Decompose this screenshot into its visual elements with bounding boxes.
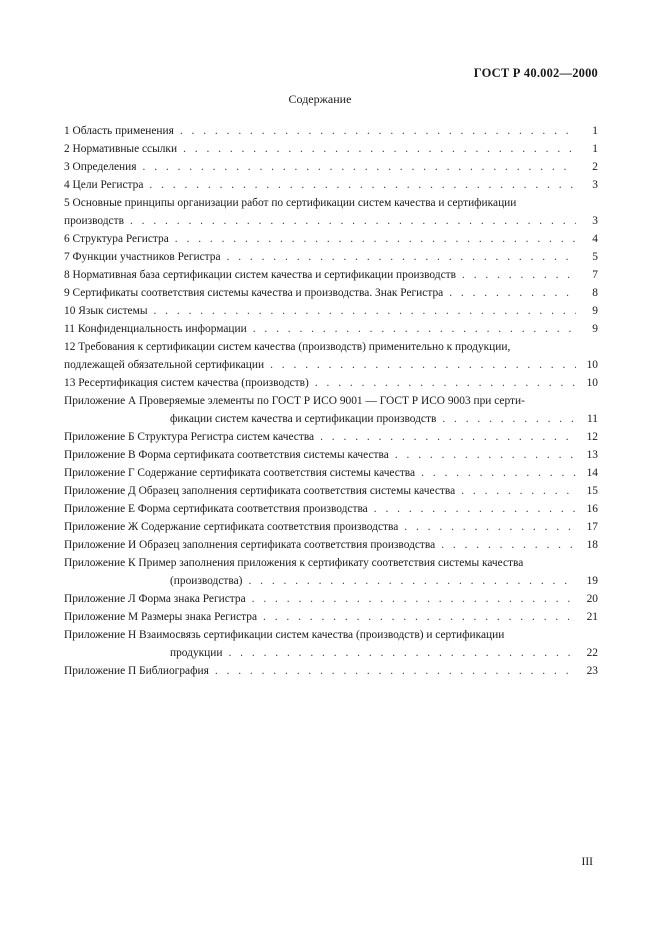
toc-entry-page: 10: [586, 359, 598, 371]
toc-entry[interactable]: [64, 554, 598, 590]
dot-leader: [449, 284, 576, 302]
toc-entry[interactable]: [64, 320, 598, 338]
toc-entry[interactable]: [64, 158, 598, 176]
toc-entry[interactable]: [64, 266, 598, 284]
toc-entry-page: 14: [586, 467, 598, 479]
toc-entry-page: 12: [586, 431, 598, 443]
toc-entry-label: 5 Основные принципы организации работ по сертификации систем качества и сертификации: [64, 197, 517, 209]
toc-entry-page: 19: [586, 575, 598, 587]
toc-entry-page: 21: [586, 611, 598, 623]
toc-entry-label: (производства): [170, 575, 243, 587]
dot-leader: [320, 428, 576, 446]
toc-entry-page: 11: [587, 413, 598, 425]
toc-entry[interactable]: [64, 284, 598, 302]
toc-entry-page: 1: [592, 125, 598, 137]
toc-entry-label: Приложение В Форма сертификата соответствия системы качества: [64, 449, 389, 461]
toc-entry-label: Приложение М Размеры знака Регистра: [64, 611, 257, 623]
toc-entry-page: 22: [586, 647, 598, 659]
toc-entry-label: 6 Структура Регистра: [64, 233, 169, 245]
toc-entry[interactable]: [64, 194, 598, 230]
toc-entry-page: 2: [592, 161, 598, 173]
dot-leader: [248, 572, 576, 590]
toc-entry-page: 17: [586, 521, 598, 533]
toc-entry-label: Приложение Ж Содержание сертификата соответствия производства: [64, 521, 399, 533]
toc-entry[interactable]: [64, 140, 598, 158]
toc-entry-page: 8: [592, 287, 598, 299]
toc-entry-page: 13: [586, 449, 598, 461]
dot-leader: [263, 608, 576, 626]
dot-leader: [183, 140, 576, 158]
toc-entry-page: 23: [586, 665, 598, 677]
toc-entry-page: 18: [586, 539, 598, 551]
dot-leader: [227, 248, 576, 266]
toc-entry[interactable]: [64, 392, 598, 428]
dot-leader: [215, 662, 576, 680]
dot-leader: [180, 122, 576, 140]
toc-entry-label: Приложение Г Содержание сертификата соответствия системы качества: [64, 467, 416, 479]
toc-entry-page: 1: [592, 143, 598, 155]
toc-entry[interactable]: [64, 590, 598, 608]
toc-entry[interactable]: [64, 446, 598, 464]
toc-entry-label: Приложение Л Форма знака Регистра: [64, 593, 246, 605]
toc-entry[interactable]: [64, 482, 598, 500]
dot-leader: [461, 482, 576, 500]
toc-entry[interactable]: [64, 176, 598, 194]
page-number: III: [581, 856, 593, 868]
toc-entry-page: 9: [592, 323, 598, 335]
dot-leader: [462, 266, 576, 284]
toc-entry[interactable]: [64, 518, 598, 536]
toc-entry[interactable]: [64, 374, 598, 392]
toc-entry-label: 11 Конфиденциальность информации: [64, 323, 247, 335]
dot-leader: [130, 212, 576, 230]
dot-leader: [252, 590, 576, 608]
toc-entry[interactable]: [64, 302, 598, 320]
toc-entry-label: Приложение П Библиография: [64, 665, 209, 677]
toc-entry[interactable]: [64, 500, 598, 518]
toc-entry-label: Приложение И Образец заполнения сертификата соответствия производства: [64, 539, 436, 551]
toc-entry-label: 4 Цели Регистра: [64, 179, 144, 191]
toc-entry-page: 20: [586, 593, 598, 605]
toc-entry[interactable]: [64, 464, 598, 482]
dot-leader: [143, 158, 577, 176]
toc-entry-label: 10 Язык системы: [64, 305, 148, 317]
toc-entry-page: 10: [586, 377, 598, 389]
toc-entry-label: продукции: [170, 647, 223, 659]
dot-leader: [228, 644, 576, 662]
toc-entry-page: 15: [586, 485, 598, 497]
dot-leader: [315, 374, 576, 392]
toc-entry-label: Приложение Д Образец заполнения сертификата соответствия системы качества: [64, 485, 456, 497]
toc-entry-label: подлежащей обязательной сертификации: [64, 359, 265, 371]
toc-entry-label: 3 Определения: [64, 161, 137, 173]
dot-leader: [253, 320, 576, 338]
toc-entry-page: 16: [586, 503, 598, 515]
dot-leader: [442, 410, 576, 428]
toc-entry-page: 5: [592, 251, 598, 263]
toc-entry[interactable]: [64, 536, 598, 554]
toc-entry-label: 13 Ресертификация систем качества (производств): [64, 377, 309, 389]
toc-entry-page: 9: [592, 305, 598, 317]
toc-entry-page: 4: [592, 233, 598, 245]
toc-entry[interactable]: [64, 626, 598, 662]
toc-entry[interactable]: [64, 248, 598, 266]
toc-entry-label: 9 Сертификаты соответствия системы качества и производства. Знак Регистра: [64, 287, 444, 299]
toc-entry-label: 8 Нормативная база сертификации систем качества и сертификации производств: [64, 269, 457, 281]
toc-entry[interactable]: [64, 662, 598, 680]
dot-leader: [270, 356, 576, 374]
dot-leader: [149, 176, 576, 194]
table-of-contents: [64, 122, 598, 680]
dot-leader: [395, 446, 576, 464]
toc-entry-label: Приложение А Проверяемые элементы по ГОСТ Р ИСО 9001 — ГОСТ Р ИСО 9003 при серти-: [64, 395, 525, 407]
toc-entry[interactable]: [64, 122, 598, 140]
toc-entry-label: Приложение Н Взаимосвязь сертификации систем качества (производств) и сертификации: [64, 629, 505, 641]
toc-entry-page: 3: [592, 215, 598, 227]
toc-entry[interactable]: [64, 428, 598, 446]
toc-entry-label: Приложение Б Структура Регистра систем качества: [64, 431, 315, 443]
toc-entry-label: Приложение К Пример заполнения приложения к сертификату соответствия системы качества: [64, 557, 524, 569]
standard-code: ГОСТ Р 40.002—2000: [473, 66, 598, 80]
dot-leader: [175, 230, 576, 248]
toc-entry[interactable]: [64, 230, 598, 248]
dot-leader: [374, 500, 576, 518]
toc-entry[interactable]: [64, 608, 598, 626]
toc-entry-label: 7 Функции участников Регистра: [64, 251, 221, 263]
toc-entry-label: фикации систем качества и сертификации производств: [170, 413, 437, 425]
toc-entry-page: 7: [592, 269, 598, 281]
toc-entry-label: производств: [64, 215, 124, 227]
toc-entry-label: Приложение Е Форма сертификата соответствия производства: [64, 503, 368, 515]
toc-entry[interactable]: [64, 338, 598, 374]
dot-leader: [441, 536, 576, 554]
toc-entry-page: 3: [592, 179, 598, 191]
toc-entry-label: 2 Нормативные ссылки: [64, 143, 178, 155]
toc-entry-label: 1 Область применения: [64, 125, 174, 137]
dot-leader: [404, 518, 576, 536]
dot-leader: [421, 464, 576, 482]
dot-leader: [153, 302, 576, 320]
toc-title: Содержание: [288, 92, 352, 106]
toc-entry-label: 12 Требования к сертификации систем качества (производств) применительно к продукции,: [64, 341, 511, 353]
